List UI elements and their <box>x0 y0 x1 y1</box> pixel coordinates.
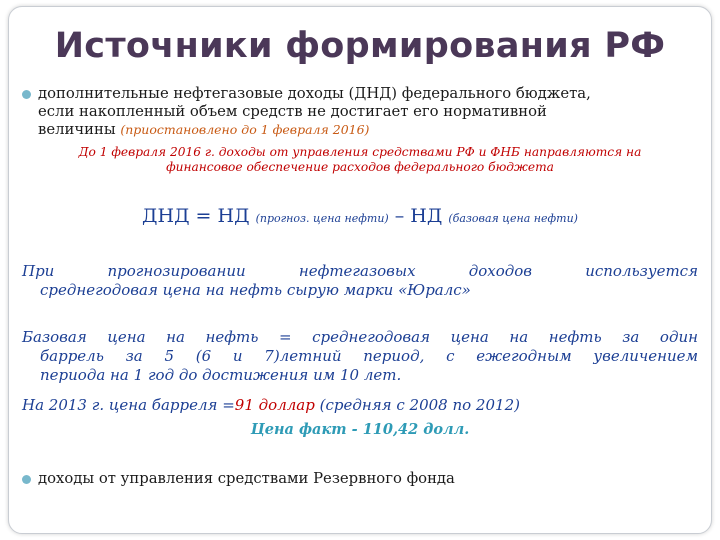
bullet-icon <box>22 475 31 484</box>
red-note-line-2: финансовое обеспечение расходов федерального бюджета <box>166 160 554 174</box>
red-note-line-1: До 1 февраля 2016 г. доходы от управления средствами РФ и ФНБ направляются на <box>78 145 642 159</box>
price-2013-prefix: На 2013 г. цена барреля = <box>22 396 235 414</box>
base-price-line-2: баррель за 5 (6 и 7)летний период, с ежегодным увеличением <box>40 347 698 365</box>
suspension-note: (приостановлено до 1 февраля 2016) <box>120 122 370 137</box>
price-2013-value: 91 доллар <box>234 396 315 414</box>
price-2013-suffix: (средняя с 2008 по 2012) <box>314 396 520 414</box>
fact-price: Цена факт - 110,42 долл. <box>250 421 470 438</box>
bullet-dnd-line-3 <box>38 121 688 139</box>
bullet-reserve-fund <box>22 470 698 490</box>
base-price-paragraph <box>22 328 698 385</box>
slide-title: Источники формирования РФ <box>54 26 666 66</box>
red-note <box>20 145 700 175</box>
bullet-reserve-fund-text: доходы от управления средствами Резервного фонда <box>38 470 455 487</box>
formula-lhs: ДНД = НД <box>142 205 250 227</box>
forecast-line-2: среднегодовая цена на нефть сырую марки «Юралс» <box>40 281 471 299</box>
base-price-line-1: Базовая цена на нефть = среднегодовая цена на нефть за один <box>22 328 698 346</box>
bullet-dnd-line-3-text: величины <box>38 121 121 138</box>
bullet-dnd <box>22 85 698 141</box>
bullet-icon <box>22 90 31 99</box>
price-2013 <box>22 396 698 415</box>
bullet-dnd-line-1: дополнительные нефтегазовые доходы (ДНД) федерального бюджета, <box>38 85 591 102</box>
dnd-formula <box>0 205 720 227</box>
forecast-paragraph <box>22 262 698 300</box>
bullet-dnd-line-2: если накопленный объем средств не достигает его нормативной <box>38 103 547 120</box>
forecast-line-1: При прогнозировании нефтегазовых доходов используется <box>22 262 698 280</box>
bullet-dnd-text <box>38 85 688 139</box>
base-price-line-3: периода на 1 год до достижения им 10 лет. <box>40 366 402 384</box>
formula-minus-nd: – НД <box>394 205 443 227</box>
formula-note-base: (базовая цена нефти) <box>448 212 578 225</box>
formula-note-forecast: (прогноз. цена нефти) <box>255 212 389 225</box>
